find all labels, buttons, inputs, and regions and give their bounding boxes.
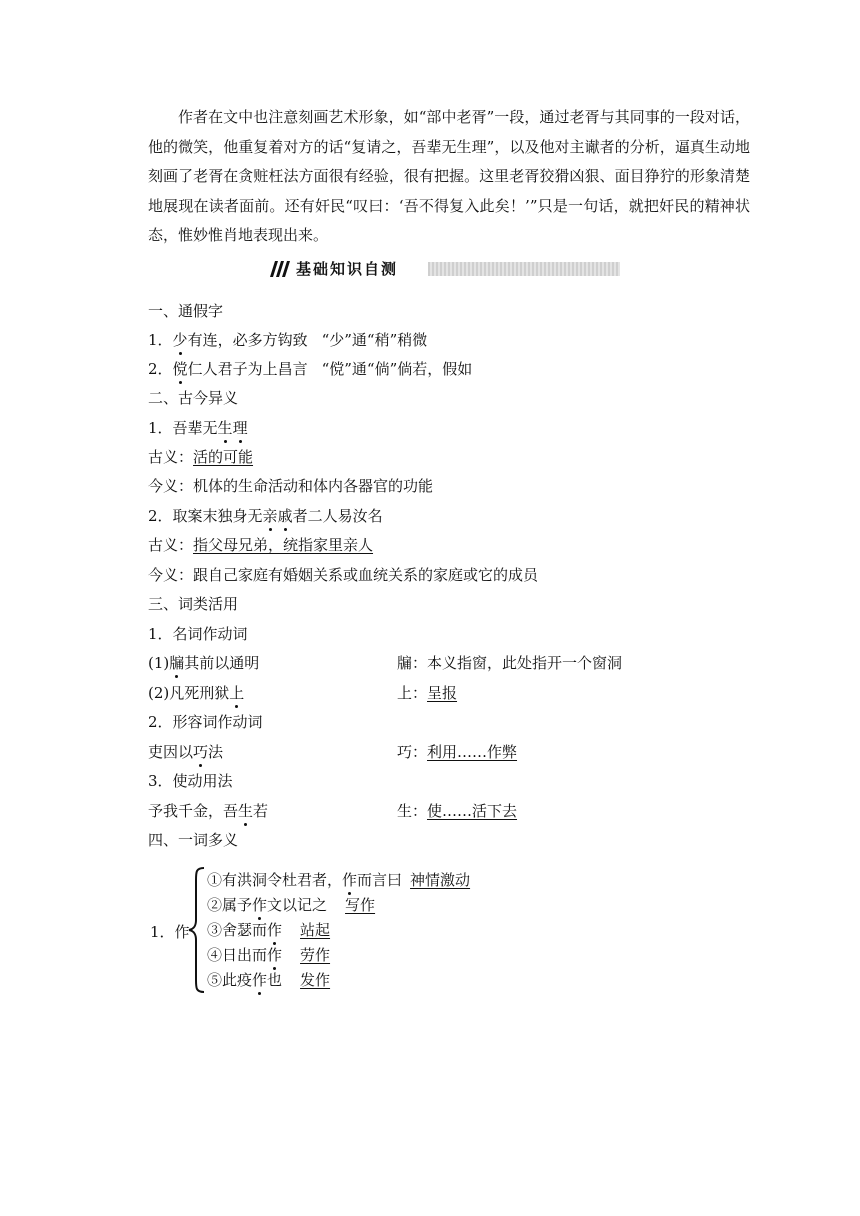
dotted-char: 生: [218, 416, 233, 440]
dotted-char: 戚: [278, 504, 293, 528]
ancient-meaning: [148, 445, 253, 469]
item-text: 2．取案末独身无: [148, 507, 263, 525]
polysemy-item: [207, 893, 375, 917]
subheading: 2．形容词作动词: [148, 713, 263, 731]
section-heading: 二、古今异义: [148, 389, 239, 407]
item-text: ④日出而: [207, 946, 268, 964]
banner-title: 基础知识自测: [296, 260, 399, 278]
dotted-char: 理: [233, 416, 248, 440]
example-sentence: [148, 681, 244, 705]
intro-paragraph: 作者在文中也注意刻画艺术形象，如“部中老胥”一段，通过老胥与其同事的一段对话，他的微笑，他重复着对方的话“复请之，吾辈无生理”，以及他对主谳者的分析，逼真生动地刻画了老胥在贪赃枉法方面很有经验，很有把握。这里老胥狡猾凶狠、面目狰狞的形象清楚地展现在读者面前。还有奸民“叹曰：‘吾不得复入此矣！’”只是一句话，就把奸民的精神状态，惟妙惟肖地表现出来。: [148, 108, 750, 244]
polysemy-item: [207, 868, 470, 892]
label: 今义：: [148, 566, 194, 584]
answer: 站起: [300, 921, 331, 939]
example-sentence: [148, 651, 259, 675]
banner-stripes-icon: [270, 261, 292, 277]
ancient-meaning: [148, 533, 373, 557]
answer: 指父母兄弟，统指家里亲人: [193, 536, 374, 554]
dotted-char: 上: [229, 681, 244, 705]
item-text: 法: [208, 743, 224, 761]
item-text: ②属予: [207, 896, 253, 914]
list-item: [148, 416, 248, 440]
item-text: 吏因以: [148, 743, 194, 761]
explanation: [397, 740, 517, 764]
section-banner: [270, 258, 620, 280]
dotted-char: 生: [238, 799, 253, 823]
label: 上：: [397, 684, 428, 702]
modern-meaning: [148, 474, 433, 498]
example-sentence: [148, 740, 223, 764]
dotted-char: 傥: [173, 357, 188, 381]
label: 生：: [397, 802, 428, 820]
item-number: 2．: [148, 360, 173, 378]
polysemy-item: [207, 918, 330, 942]
label: 古义：: [148, 448, 194, 466]
subheading: 1．名词作动词: [148, 625, 248, 643]
answer: 呈报: [427, 684, 458, 702]
item-text: 者二人易汝名: [292, 507, 383, 525]
dotted-char: 作: [342, 868, 357, 892]
explanation: 牖：本义指窗，此处指开一个窗洞: [397, 654, 623, 672]
answer: 利用……作弊: [427, 743, 518, 761]
explanation: [397, 799, 517, 823]
label: 今义：: [148, 477, 194, 495]
dotted-char: 少: [173, 328, 188, 352]
list-item: [148, 357, 472, 381]
item-text: ⑤此疫: [207, 971, 253, 989]
polysemy-item: [207, 943, 330, 967]
item-text: 也: [267, 971, 283, 989]
banner-bar: [428, 262, 620, 276]
answer: 神情激动: [410, 871, 471, 889]
answer: 活的可能: [193, 448, 254, 466]
list-item: [148, 504, 383, 528]
example-sentence: [148, 799, 268, 823]
dotted-char: 巧: [193, 740, 208, 764]
answer: 劳作: [300, 946, 331, 964]
dotted-char: 作: [252, 968, 267, 992]
item-text: 有连，必多方钩致: [187, 331, 308, 349]
section-heading: 一、通假字: [148, 302, 224, 320]
answer: 发作: [300, 971, 331, 989]
curly-brace-icon: [188, 866, 206, 994]
item-note: “少”通“稍”稍微: [321, 331, 428, 349]
item-text: 若: [253, 802, 269, 820]
item-text: 而言曰: [357, 871, 403, 889]
item-text: (2)凡死刑狱: [148, 684, 230, 702]
section-heading: 四、一词多义: [148, 831, 239, 849]
subheading: 3．使动用法: [148, 772, 233, 790]
polysemy-label: 1．作: [150, 923, 190, 941]
item-text: 其前以通明: [184, 654, 260, 672]
section-heading: 三、词类活用: [148, 595, 239, 613]
item-text: 1．吾辈无: [148, 419, 218, 437]
item-text: 仁人君子为上昌言: [187, 360, 308, 378]
dotted-char: 亲: [263, 504, 278, 528]
item-text: 予我千金，吾: [148, 802, 239, 820]
explanation: [397, 681, 457, 705]
answer: 写作: [345, 896, 376, 914]
dotted-char: 作: [267, 943, 282, 967]
item-text: 文以记之: [267, 896, 328, 914]
item-number: 1．: [148, 331, 173, 349]
answer: 跟自己家庭有婚姻关系或血统关系的家庭或它的成员: [193, 566, 539, 584]
item-note: “傥”通“倘”倘若，假如: [321, 360, 473, 378]
answer: 使……活下去: [427, 802, 518, 820]
polysemy-item: [207, 968, 330, 992]
dotted-char: 作: [267, 918, 282, 942]
modern-meaning: [148, 563, 538, 587]
dotted-char: 作: [252, 893, 267, 917]
item-text: ①有洪洞令杜君者，: [207, 871, 343, 889]
answer: 机体的生命活动和体内各器官的功能: [193, 477, 434, 495]
dotted-char: 牖: [169, 651, 184, 675]
list-item: [148, 328, 427, 352]
label: 巧：: [397, 743, 428, 761]
label: 古义：: [148, 536, 194, 554]
item-number: (1): [148, 654, 170, 672]
item-text: ③舍瑟而: [207, 921, 268, 939]
